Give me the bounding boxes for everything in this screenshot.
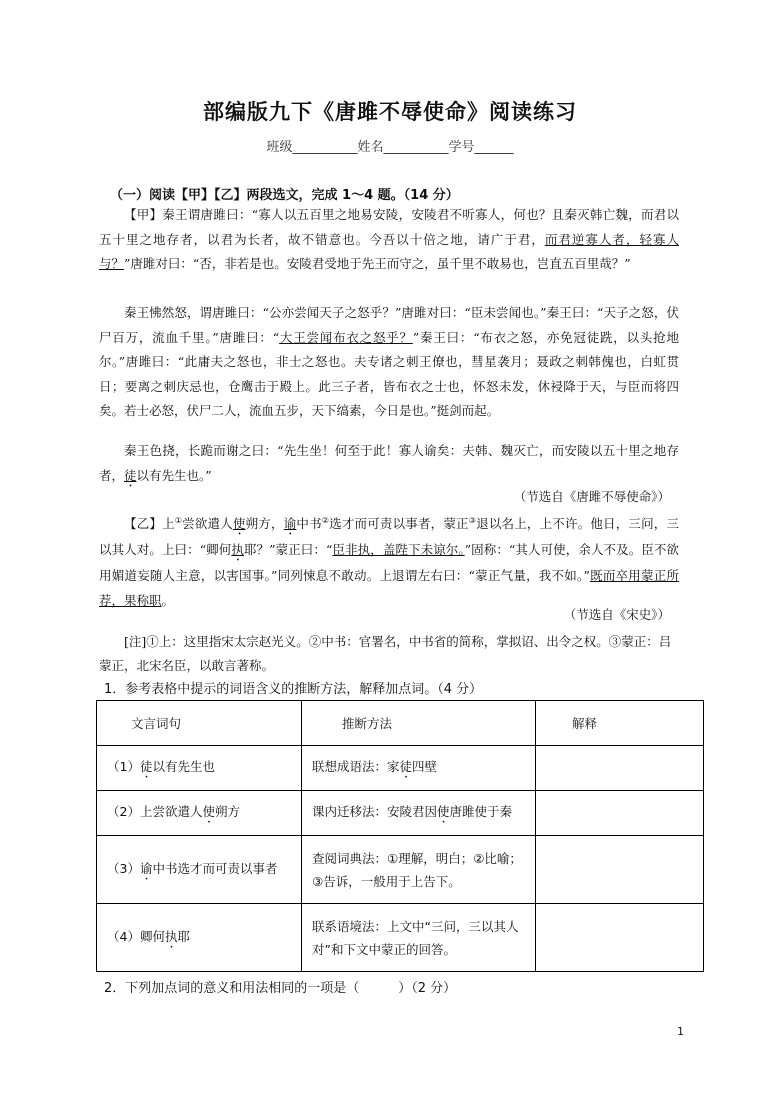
phrase-cell: （4）卿何执耶	[97, 904, 302, 972]
header-cell: 文言词句	[97, 701, 302, 746]
student-info-line: 班级__________姓名__________学号______	[266, 140, 514, 155]
table-row	[97, 904, 704, 972]
table-header-row	[97, 701, 704, 746]
passage-jia-paragraph-3: 秦王色挠，长跪而谢之曰：“先生坐！何至于此！寡人谕矣：夫韩、魏灭亡，而安陵以五十里之地存者，徒以有先生也。”	[99, 443, 679, 483]
underlined-sentence: 既而卒用蒙正所荐，果称职	[99, 568, 679, 608]
method-cell: 查阅词典法：①理解，明白；②比喻；③告诉，一般用于上告下。	[302, 836, 536, 904]
annotation-note: [注]①上：这里指宋太宗赵光义。②中书：官署名，中书省的简称，掌拟诏、出令之权。③蒙正：吕蒙正，北宋名臣，以敢言著称。	[99, 634, 672, 673]
answer-cell[interactable]	[536, 791, 704, 836]
dotted-word: 谕	[283, 516, 297, 532]
dotted-word: 执	[231, 542, 244, 558]
question-1-table	[96, 700, 704, 972]
underlined-sentence: 大王尝闻布衣之怒乎？	[279, 329, 413, 345]
page-number: 1	[677, 1025, 684, 1038]
question-2: 2．下列加点词的意义和用法相同的一项是（ ）（2 分）	[104, 981, 457, 996]
question-1: 1．参考表格中提示的词语含义的推断方法，解释加点词。（4 分）	[104, 682, 483, 697]
table-row	[97, 791, 704, 836]
passage-jia-paragraph-2: 秦王怫然怒，谓唐雎曰：“公亦尝闻天子之怒乎？”唐雎对曰：“臣未尝闻也。”秦王曰：“天子之怒，伏尸百万，流血千里。”唐雎曰：“大王尝闻布衣之怒乎？”秦王曰：“布衣之怒，亦免冠徒跣，以头抢地尔。”唐雎曰：“此庸夫之怒也，非士之怒也。夫专诸之刺王僚也，彗星袭月；聂政之刺韩傀也，白虹贯日；要离之刺庆忌也，仓鹰击于殿上。此三子者，皆布衣之士也，怀怒未发，休祲降于天，与臣而将四矣。若士必怒，伏尸二人，流血五步，天下缟素，今日是也。”挺剑而起。	[99, 305, 679, 418]
answer-cell[interactable]	[536, 836, 704, 904]
table-row	[97, 836, 704, 904]
passage-jia-paragraph-1: 【甲】秦王谓唐雎曰：“寡人以五百里之地易安陵，安陵君不听寡人，何也？且秦灭韩亡魏，而君以五十里之地存者，以君为长者，故不错意也。今吾以十倍之地，请广于君，而君逆寡人者，轻寡人与？”唐雎对曰：“否，非若是也。安陵君受地于先王而守之，虽千里不敢易也，岂直五百里哉？”	[99, 207, 679, 271]
underlined-sentence: 而君逆寡人者，轻寡人与？	[99, 231, 679, 271]
underlined-sentence: 臣非执，盖陛下未谅尔。	[332, 542, 465, 558]
answer-cell[interactable]	[536, 746, 704, 791]
phrase-cell: （1）徒以有先生也	[97, 746, 302, 791]
section-heading: （一）阅读【甲】【乙】两段选文，完成 1～4 题。（14 分）	[110, 188, 459, 203]
method-cell: 课内迁移法：安陵君因使唐雎使于秦	[302, 791, 536, 836]
method-cell: 联想成语法：家徒四壁	[302, 746, 536, 791]
dotted-word: 徒	[124, 467, 137, 483]
passage-yi: 【乙】上①尝欲遣人使朔方，谕中书②选才而可责以事者，蒙正③退以名上，上不许。他日，三问，三以其人对。上曰：“卿何执耶？”蒙正曰：“臣非执，盖陛下未谅尔。”固称：“其人可使，余人不及。臣不欲用媚道妄随人主意，以害国事。”同列悚息不敢动。上退谓左右曰：“蒙正气量，我不如。”既而卒用蒙正所荐，果称职。	[99, 516, 679, 608]
dotted-word: 使	[232, 516, 246, 532]
table-row	[97, 746, 704, 791]
answer-cell[interactable]	[536, 904, 704, 972]
source-yi: （节选自《宋史》）	[563, 607, 670, 622]
page-title: 部编版九下《唐雎不辱使命》阅读练习	[203, 100, 577, 124]
source-jia: （节选自《唐雎不辱使命》）	[513, 489, 670, 504]
header-cell: 解释	[536, 701, 704, 746]
phrase-cell: （3）谕中书选才而可责以事者	[97, 836, 302, 904]
phrase-cell: （2）上尝欲遣人使朔方	[97, 791, 302, 836]
method-cell: 联系语境法：上文中“三问，三以其人对”和下文中蒙正的回答。	[302, 904, 536, 972]
header-cell: 推断方法	[302, 701, 536, 746]
